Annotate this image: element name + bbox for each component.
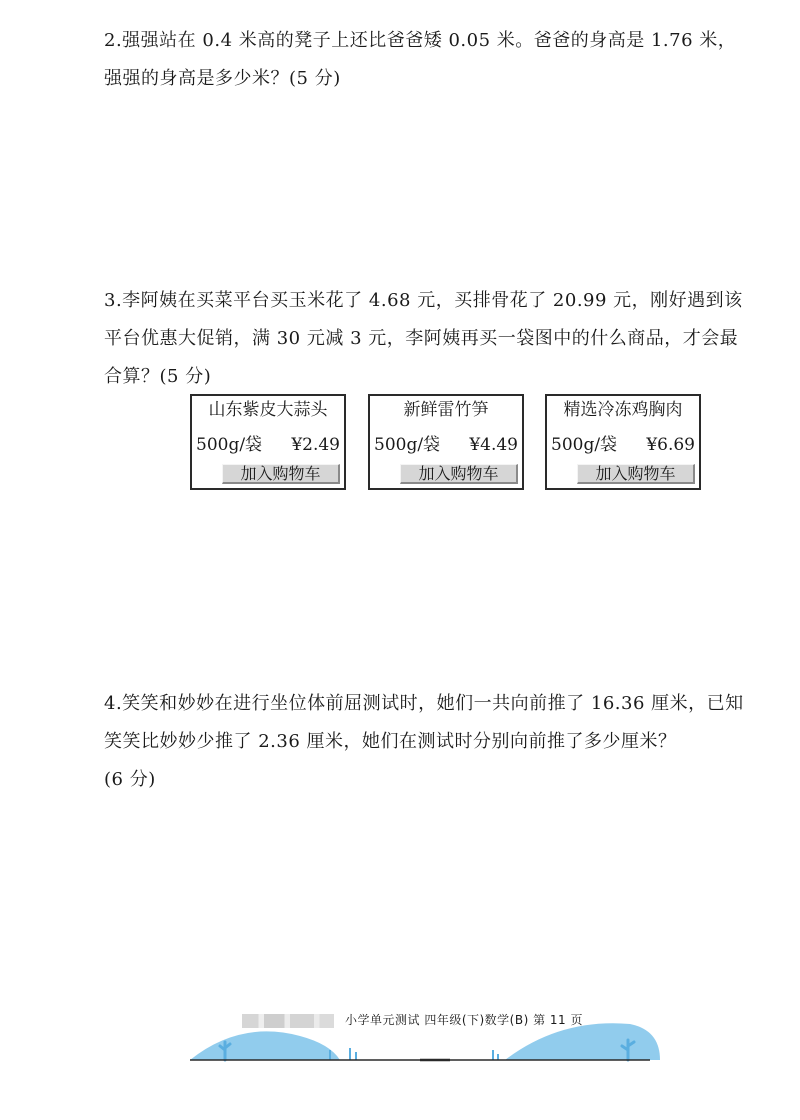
add-to-cart-button[interactable]: 加入购物车 <box>577 464 695 484</box>
question-2-line-1: 2.强强站在 0.4 米高的凳子上还比爸爸矮 0.05 米。爸爸的身高是 1.76 米， <box>104 30 737 51</box>
question-4-line-3: (6 分) <box>104 769 156 790</box>
question-3-line-3: 合算？(5 分) <box>104 366 212 387</box>
question-4 <box>104 685 784 799</box>
question-3-line-1: 3.李阿姨在买菜平台买玉米花了 4.68 元，买排骨花了 20.99 元，刚好遇到该 <box>104 290 743 311</box>
product-list <box>190 394 700 494</box>
product-price: ¥4.49 <box>469 435 518 455</box>
product-price: ¥2.49 <box>291 435 340 455</box>
page-footer <box>0 1000 800 1070</box>
blurred-logo <box>242 1014 334 1028</box>
product-name: 新鲜雷竹笋 <box>403 400 489 420</box>
product-name: 山东紫皮大蒜头 <box>208 400 328 420</box>
product-card-chicken-breast <box>545 394 701 490</box>
question-2 <box>104 22 784 98</box>
question-4-line-2: 笑笑比妙妙少推了 2.36 厘米，她们在测试时分别向前推了多少厘米？ <box>104 731 677 752</box>
product-card-bamboo-shoot <box>368 394 524 490</box>
product-price: ¥6.69 <box>646 435 695 455</box>
question-2-line-2: 强强的身高是多少米？(5 分) <box>104 68 341 89</box>
product-card-garlic <box>190 394 346 490</box>
add-to-cart-button[interactable]: 加入购物车 <box>222 464 340 484</box>
footer-page-info: 小学单元测试 四年级(下)数学(B) 第 11 页 <box>345 1013 583 1027</box>
product-spec: 500g/袋 <box>374 435 441 455</box>
question-3 <box>104 282 784 396</box>
product-spec: 500g/袋 <box>551 435 618 455</box>
question-3-line-2: 平台优惠大促销，满 30 元减 3 元，李阿姨再买一袋图中的什么商品，才会最 <box>104 328 739 349</box>
product-spec: 500g/袋 <box>196 435 263 455</box>
question-4-line-1: 4.笑笑和妙妙在进行坐位体前屈测试时，她们一共向前推了 16.36 厘米，已知 <box>104 693 744 714</box>
add-to-cart-button[interactable]: 加入购物车 <box>400 464 518 484</box>
product-name: 精选冷冻鸡胸肉 <box>563 400 683 420</box>
